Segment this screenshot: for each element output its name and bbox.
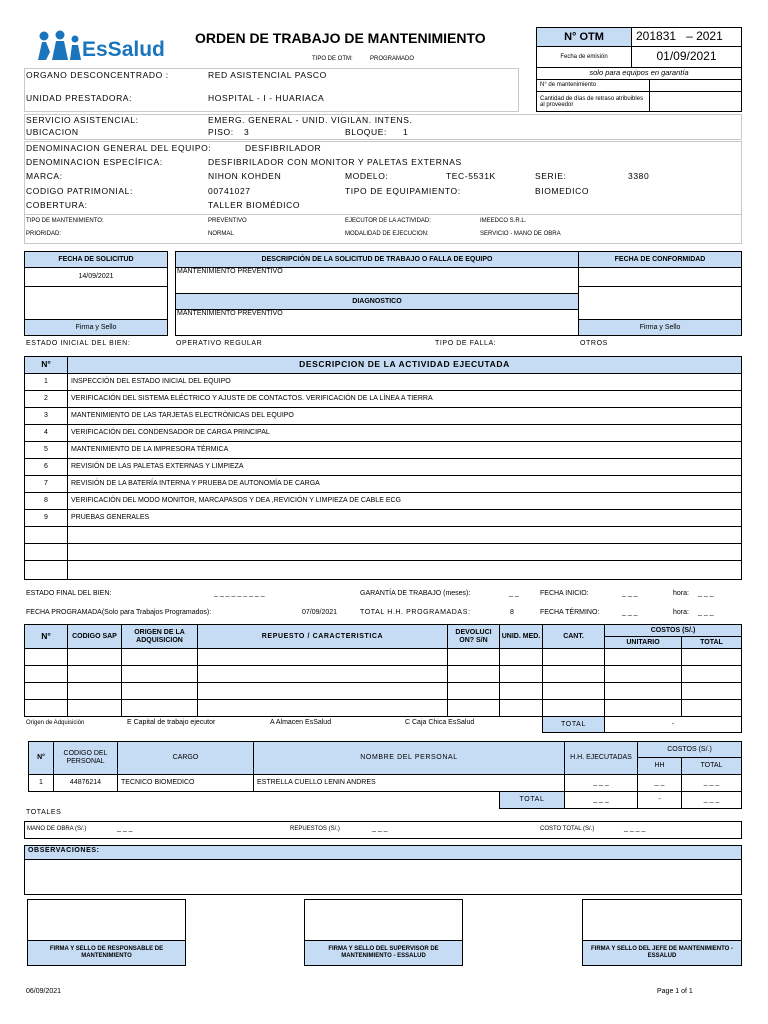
servicio-value: EMERG. GENERAL - UNID. VIGILAN. INTENS.: [208, 115, 413, 125]
modalidad-value: SERVICIO - MANO DE OBRA: [480, 231, 561, 237]
total-hh-value: 8: [510, 609, 514, 616]
ejecutor-label: EJECUTOR DE LA ACTIVIDAD:: [345, 218, 431, 224]
rep-repuesto-header: [197, 624, 448, 649]
estado-inicial-value: OPERATIVO REGULAR: [176, 340, 263, 347]
descripcion-solicitud-value: MANTENIMIENTO PREVENTIVO: [177, 268, 283, 275]
actividad-text: VERIFICACIÓN DEL SISTEMA ELÉCTRICO Y AJUSTE DE CONTACTOS. VERIFICACIÓN DE LA LÍNEA A TIERRA: [71, 395, 433, 403]
garantia-value: _ _: [509, 590, 519, 597]
repuesto-cell: [121, 665, 198, 683]
actividad-num: 3: [44, 412, 48, 420]
per-row-total: [681, 774, 742, 792]
actividad-text: INSPECCIÓN DEL ESTADO INICIAL DEL EQUIPO: [71, 378, 231, 386]
dias-retraso-label-text: Cantidad de días de retraso atribuibles al proveedor: [540, 95, 644, 108]
rep-total-header-text: TOTAL: [700, 638, 723, 646]
per-total-header: [681, 757, 742, 775]
den-general-value: DESFIBRILADOR: [245, 143, 322, 153]
totales-label: TOTALES: [26, 809, 62, 816]
per-total-hh: [564, 791, 638, 809]
rep-origen-header-text: ORIGEN DE LA ADQUISICION: [134, 628, 185, 644]
prioridad-value: NORMAL: [208, 231, 234, 237]
repuesto-cell: [499, 648, 543, 666]
fecha-programada-label: FECHA PROGRAMADA(Solo para Trabajos Programados):: [26, 609, 212, 616]
dias-retraso-label: [536, 91, 650, 112]
rep-unitario-header-text: UNITARIO: [626, 638, 660, 646]
serie-value: 3380: [628, 171, 650, 181]
repuesto-cell: [681, 665, 742, 683]
tipo-otm-label: TIPO DE OTM:: [312, 56, 353, 62]
repuesto-cell: [499, 665, 543, 683]
costo-total-value: _ _ _ _: [624, 825, 646, 832]
actividad-num-cell: [24, 492, 68, 510]
marca-value: NIHON KOHDEN: [208, 171, 282, 181]
actividad-num-cell: [24, 560, 68, 580]
fecha-inicio-label: FECHA INICIO:: [540, 590, 589, 597]
firma-sello-right-text: Firma y Sello: [639, 323, 681, 331]
tipo-falla-label: TIPO DE FALLA:: [435, 340, 497, 347]
fecha-solicitud-header-text: FECHA DE SOLICITUD: [58, 255, 134, 263]
organo-value: RED ASISTENCIAL PASCO: [208, 70, 327, 80]
costo-total-label: COSTO TOTAL (S/.): [540, 826, 595, 832]
actividad-desc-cell: [67, 475, 742, 493]
actividad-num-cell: [24, 458, 68, 476]
repuesto-cell: [197, 699, 448, 717]
actividad-desc-cell: [67, 373, 742, 391]
bloque-label: BLOQUE:: [345, 127, 387, 137]
actividad-num: 1: [44, 378, 48, 386]
per-total-total: [681, 791, 742, 809]
fecha-termino-label: FECHA TÉRMINO:: [540, 609, 600, 616]
fecha-solicitud-header: [24, 251, 168, 268]
observaciones-field[interactable]: [24, 859, 742, 895]
actividad-text: REVISIÓN DE LA BATERÍA INTERNA Y PRUEBA DE AUTONOMÍA DE CARGA: [71, 480, 320, 488]
per-hh2-header-text: HH: [654, 762, 665, 770]
firma-sello-left: [24, 319, 168, 336]
rep-cant-header-text: CANT.: [563, 632, 584, 640]
per-row-costo-hh-text: _ _: [654, 779, 665, 787]
fecha-conformidad-value: [578, 267, 742, 287]
firma-supervisor-label: [304, 940, 463, 966]
per-costos-header: [637, 741, 742, 758]
per-total-label-text: TOTAL: [519, 796, 545, 804]
repuesto-cell: [447, 682, 500, 700]
repuesto-cell: [604, 665, 682, 683]
per-hh-header: [564, 741, 638, 775]
repuesto-cell: [197, 665, 448, 683]
den-especifica-label: DENOMINACION ESPECÍFICA:: [26, 157, 163, 167]
fecha-termino-value: _ _ _: [622, 609, 638, 616]
actividad-desc-cell: [67, 441, 742, 459]
repuesto-cell: [447, 699, 500, 717]
actividad-num-header-text: N°: [41, 359, 51, 370]
per-row-codigo-text: 44876214: [69, 779, 102, 787]
diagnostico-header-text: DIAGNOSTICO: [352, 297, 402, 305]
per-total-label: [499, 791, 565, 809]
document-title: ORDEN DE TRABAJO DE MANTENIMIENTO: [195, 30, 486, 46]
fecha-inicio-value: _ _ _: [622, 590, 638, 597]
logo-text: EsSalud: [82, 38, 165, 61]
mano-obra-label: MANO DE OBRA (S/.): [27, 826, 87, 832]
fecha-emision-value: [631, 46, 742, 68]
rep-total-value-text: -: [671, 720, 675, 728]
estado-inicial-label: ESTADO INICIAL DEL BIEN:: [26, 340, 131, 347]
servicio-label: SERVICIO ASISTENCIAL:: [26, 115, 139, 125]
rep-num-header-text: N°: [41, 630, 51, 641]
repuesto-cell: [447, 665, 500, 683]
ubicacion-label: UBICACION: [26, 127, 79, 137]
fecha-conformidad-space: [578, 286, 742, 320]
actividad-desc-cell: [67, 407, 742, 425]
equipo-divider: [24, 214, 742, 215]
origen-c: C Caja Chica EsSalud: [405, 719, 475, 726]
total-hh-label: TOTAL H.H. PROGRAMADAS:: [360, 609, 471, 616]
tipo-falla-value: OTROS: [580, 340, 608, 347]
descripcion-solicitud-header: [175, 251, 579, 268]
actividad-desc-cell: [67, 424, 742, 442]
actividad-num-header: [24, 356, 68, 374]
rep-total-value: [604, 716, 742, 733]
marca-label: MARCA:: [26, 171, 63, 181]
rep-unid-header-text: UNID. MED.: [501, 632, 541, 640]
actividad-desc-cell: [67, 390, 742, 408]
actividad-desc-cell: [67, 458, 742, 476]
fecha-emision-label: [536, 46, 632, 68]
repuesto-cell: [67, 682, 122, 700]
actividad-desc-cell: [67, 526, 742, 544]
actividad-text: VERIFICACIÓN DEL MODO MONITOR, MARCAPASOS Y DEA ,REVICIÓN Y LIMPIEZA DE CABLE ECG: [71, 497, 401, 505]
rep-codigo-header: [67, 624, 122, 649]
essalud-logo: [36, 30, 171, 64]
rep-num-header: [24, 624, 68, 649]
actividad-num-cell: [24, 475, 68, 493]
serie-label: SERIE:: [535, 171, 567, 181]
repuesto-cell: [542, 648, 605, 666]
tipo-equipamiento-value: BIOMEDICO: [535, 186, 590, 196]
actividad-text: PRUEBAS GENERALES: [71, 514, 150, 522]
actividad-num: 4: [44, 429, 48, 437]
repuestos-total-label: REPUESTOS (S/.): [290, 826, 340, 832]
actividad-num-cell: [24, 526, 68, 544]
footer-page: Page 1 of 1: [657, 988, 693, 995]
rep-total-label: [542, 716, 605, 733]
repuesto-cell: [121, 682, 198, 700]
otm-label: [536, 27, 632, 47]
fecha-conformidad-header: [578, 251, 742, 268]
repuestos-total-value: _ _ _: [372, 825, 388, 832]
repuesto-cell: [67, 699, 122, 717]
estado-final-value: _ _ _ _ _ _ _ _ _: [214, 590, 265, 597]
per-hh2-header: [637, 757, 682, 775]
cobertura-label: COBERTURA:: [26, 200, 88, 210]
repuesto-cell: [681, 648, 742, 666]
per-codigo-header-text: CODIGO DEL PERSONAL: [63, 750, 108, 765]
actividad-num-cell: [24, 441, 68, 459]
garantia-label: GARANTÍA DE TRABAJO (meses):: [360, 590, 471, 597]
repuesto-cell: [542, 699, 605, 717]
organo-label: ORGANO DESCONCENTRADO :: [26, 70, 169, 80]
cobertura-value: TALLER BIOMÉDICO: [208, 200, 301, 210]
per-total-total-text: _ _ _: [703, 796, 720, 804]
rep-origen-header: [121, 624, 198, 649]
piso-value: 3: [244, 127, 250, 137]
tipo-otm-value: PROGRAMADO: [370, 56, 415, 62]
repuesto-cell: [681, 682, 742, 700]
actividad-num-cell: [24, 509, 68, 527]
actividad-num-cell: [24, 424, 68, 442]
rep-devolucion-header-text: DEVOLUCI ON? S/N: [455, 628, 492, 644]
den-general-label: DENOMINACION GENERAL DEL EQUIPO:: [26, 143, 212, 153]
fecha-emision-label-text: Fecha de emisión: [560, 53, 608, 60]
per-num-header: [28, 741, 54, 775]
unidad-label: UNIDAD PRESTADORA:: [26, 93, 133, 103]
prioridad-label: PRIORIDAD:: [26, 231, 62, 237]
modelo-value: TEC-5531K: [446, 171, 496, 181]
per-total-costo-hh-text: -: [658, 796, 661, 804]
repuesto-cell: [197, 682, 448, 700]
actividad-desc-cell: [67, 543, 742, 561]
bloque-value: 1: [403, 127, 409, 137]
per-row-codigo: [53, 774, 118, 792]
repuesto-cell: [197, 648, 448, 666]
family-logo-icon: [36, 30, 86, 62]
repuesto-cell: [67, 665, 122, 683]
firma-responsable-label: [27, 940, 186, 966]
footer-date: 06/09/2021: [26, 988, 62, 995]
per-cargo-header: [117, 741, 254, 775]
fecha-emision-value-text: 01/09/2021: [656, 49, 717, 64]
repuesto-cell: [499, 699, 543, 717]
rep-repuesto-header-text: REPUESTO / CARACTERISTICA: [261, 632, 384, 640]
per-row-num-text: 1: [39, 779, 43, 787]
diagnostico-header: [175, 293, 579, 310]
modalidad-label: MODALIDAD DE EJECUCION:: [345, 231, 429, 237]
repuesto-cell: [604, 682, 682, 700]
actividad-num-cell: [24, 543, 68, 561]
piso-label: PISO:: [208, 127, 234, 137]
rep-total-label-text: TOTAL: [561, 720, 586, 728]
rep-codigo-header-text: CODIGO SAP: [72, 632, 117, 640]
codigo-patrimonial-value: 00741027: [208, 186, 251, 196]
actividad-desc-header-text: DESCRIPCION DE LA ACTIVIDAD EJECUTADA: [299, 359, 510, 370]
per-hh-header-text: H.H. EJECUTADAS: [570, 754, 632, 762]
repuesto-cell: [447, 648, 500, 666]
den-especifica-value: DESFIBRILADOR CON MONITOR Y PALETAS EXTERNAS: [208, 157, 462, 167]
repuesto-cell: [67, 648, 122, 666]
otm-number: 201831: [636, 29, 677, 44]
actividad-text: MANTENIMIENTO DE LAS TARJETAS ELECTRÓNICAS DEL EQUIPO: [71, 412, 294, 420]
garantia-note-text: solo para equipos en garantía: [589, 68, 689, 78]
num-mantenimiento-label-text: N° de mantenimiento: [540, 82, 597, 89]
mano-obra-value: _ _ _: [117, 825, 133, 832]
tipo-mant-value: PREVENTIVO: [208, 218, 247, 224]
actividad-desc-cell: [67, 560, 742, 580]
firma-supervisor-text: FIRMA Y SELLO DEL SUPERVISOR DE MANTENIMIENTO - ESSALUD: [328, 946, 439, 959]
fecha-solicitud-value-text: 14/09/2021: [78, 273, 114, 281]
per-total-hh-text: _ _ _: [593, 796, 609, 804]
firma-sello-right: [578, 319, 742, 336]
dias-retraso-value: [649, 91, 742, 112]
per-codigo-header: [53, 741, 118, 775]
observaciones-label: OBSERVACIONES:: [28, 847, 100, 854]
origen-adquisicion-label: Origen de Adquisición: [26, 720, 85, 726]
estado-final-label: ESTADO FINAL DEL BIEN:: [26, 590, 112, 597]
repuesto-cell: [24, 682, 68, 700]
actividad-desc-cell: [67, 492, 742, 510]
repuesto-cell: [542, 665, 605, 683]
otm-label-text: N° OTM: [564, 30, 604, 43]
actividad-num: 8: [44, 497, 48, 505]
hora-termino-value: _ _ _: [698, 609, 714, 616]
repuesto-cell: [604, 648, 682, 666]
per-nombre-header-text: NOMBRE DEL PERSONAL: [360, 754, 458, 762]
otm-year: – 2021: [686, 29, 723, 44]
per-row-nombre: [253, 774, 565, 792]
tipo-equipamiento-label: TIPO DE EQUIPAMIENTO:: [345, 186, 461, 196]
repuesto-cell: [121, 648, 198, 666]
firma-responsable-text: FIRMA Y SELLO DE RESPONSABLE DE MANTENIMIENTO: [49, 946, 164, 959]
per-total-header-text: TOTAL: [700, 762, 723, 770]
actividad-num-cell: [24, 390, 68, 408]
per-nombre-header: [253, 741, 565, 775]
actividad-text: MANTENIMIENTO DE LA IMPRESORA TÉRMICA: [71, 446, 229, 454]
repuesto-cell: [24, 665, 68, 683]
firma-jefe-label: [582, 940, 742, 966]
ejecutor-value: IMEEDCO S.R.L.: [480, 218, 527, 224]
actividad-num: 7: [44, 480, 48, 488]
per-row-hh: [564, 774, 638, 792]
origen-a: A Almacen EsSalud: [270, 719, 332, 726]
per-num-header-text: N°: [37, 754, 45, 762]
actividad-text: VERIFICACIÓN DEL CONDENSADOR DE CARGA PRINCIPAL: [71, 429, 270, 437]
diagnostico-value: MANTENIMIENTO PREVENTIVO: [177, 310, 283, 317]
descripcion-solicitud-header-text: DESCRIPCIÓN DE LA SOLICITUD DE TRABAJO O FALLA DE EQUIPO: [261, 255, 493, 263]
actividad-text: REVISIÓN DE LAS PALETAS EXTERNAS Y LIMPIEZA: [71, 463, 244, 471]
fecha-solicitud-space: [24, 286, 168, 320]
origen-e: E Capital de trabajo ejecutor: [127, 719, 216, 726]
repuesto-cell: [681, 699, 742, 717]
per-row-costo-hh: [637, 774, 682, 792]
rep-costos-header-text: COSTOS (S/.): [650, 626, 696, 634]
actividad-desc-header: [67, 356, 742, 374]
firma-sello-left-text: Firma y Sello: [75, 323, 117, 331]
firma-jefe-text: FIRMA Y SELLO DEL JEFE DE MANTENIMIENTO - ESSALUD: [590, 946, 733, 959]
per-row-total-text: _ _ _: [703, 779, 720, 787]
per-row-nombre-text: ESTRELLA CUELLO LENIN ANDRES: [257, 779, 376, 787]
per-row-num: [28, 774, 54, 792]
actividad-num-cell: [24, 407, 68, 425]
fecha-conformidad-header-text: FECHA DE CONFORMIDAD: [614, 255, 706, 263]
repuesto-cell: [24, 648, 68, 666]
per-row-cargo: [117, 774, 254, 792]
actividad-num-cell: [24, 373, 68, 391]
actividad-desc-cell: [67, 509, 742, 527]
repuesto-cell: [121, 699, 198, 717]
tipo-mant-label: TIPO DE MANTENIMIENTO:: [26, 218, 104, 224]
repuesto-cell: [542, 682, 605, 700]
actividad-num: 9: [44, 514, 48, 522]
fecha-programada-value: 07/09/2021: [302, 609, 338, 616]
rep-unid-header: [499, 624, 543, 649]
rep-cant-header: [542, 624, 605, 649]
per-row-hh-text: _ _ _: [593, 779, 609, 787]
per-costos-header-text: COSTOS (S/.): [667, 745, 712, 753]
per-row-cargo-text: TECNICO BIOMEDICO: [121, 779, 195, 787]
hora-termino-label: hora:: [673, 609, 689, 616]
hora-inicio-label: hora:: [673, 590, 689, 597]
modelo-label: MODELO:: [345, 171, 389, 181]
fecha-solicitud-value: [24, 267, 168, 287]
actividad-num: 6: [44, 463, 48, 471]
per-total-costo-hh: [637, 791, 682, 809]
per-cargo-header-text: CARGO: [172, 754, 199, 762]
hora-inicio-value: _ _ _: [698, 590, 714, 597]
actividad-num: 2: [44, 395, 48, 403]
observaciones-header: [24, 845, 742, 860]
actividad-num: 5: [44, 446, 48, 454]
otm-number-cell: [631, 27, 742, 47]
rep-devolucion-header: [447, 624, 500, 649]
unidad-value: HOSPITAL - I - HUARIACA: [208, 93, 325, 103]
repuesto-cell: [499, 682, 543, 700]
repuesto-cell: [604, 699, 682, 717]
repuesto-cell: [24, 699, 68, 717]
codigo-patrimonial-label: CODIGO PATRIMONIAL:: [26, 186, 133, 196]
